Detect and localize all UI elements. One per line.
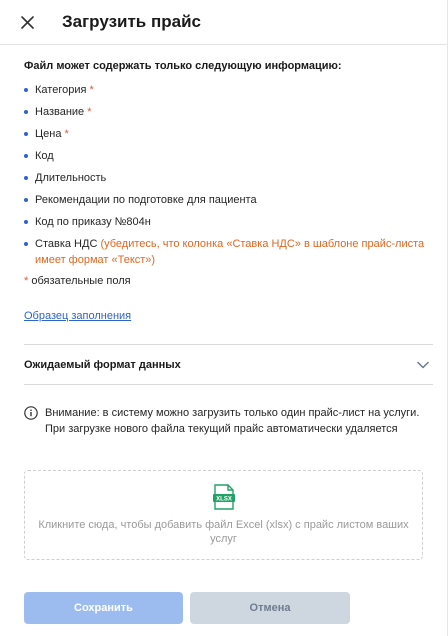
excel-file-icon [213,484,235,510]
info-block [24,405,423,437]
list-item: Цена * [24,126,433,142]
field-note: (убедитесь, что колонка «Ставка НДС» в шаблоне прайс-листа имеет формат «Текст») [35,238,425,266]
required-mark: * [87,106,92,118]
file-dropzone[interactable] [24,470,423,560]
list-item: Рекомендации по подготовке для пациента [24,192,433,208]
list-item: Длительность [24,170,433,186]
modal-footer [24,592,350,624]
accordion-title: Ожидаемый формат данных [24,358,181,371]
list-item: Категория * [24,82,433,98]
list-item: Код [24,148,433,164]
modal-header [0,0,447,45]
save-button[interactable]: Сохранить [24,592,183,624]
modal-title: Загрузить прайс [62,12,201,31]
info-text: Внимание: в систему можно загрузить только один прайс-лист на услуги. При загрузке нового файла текущий прайс автоматически удаляется [45,407,420,435]
info-icon [24,406,38,420]
svg-text:XLSX: XLSX [215,496,232,503]
list-item: Код по приказу №804н [24,214,433,230]
fields-intro: Файл может содержать только следующую информацию: [24,60,342,72]
sample-link[interactable]: Образец заполнения [24,310,132,322]
cancel-button[interactable]: Отмена [190,592,350,624]
required-mark: * [89,84,94,96]
required-fields-note: * обязательные поля [24,275,131,287]
chevron-down-icon [417,361,429,369]
close-icon[interactable] [18,13,36,31]
modal-content [0,59,447,324]
required-mark: * [64,128,69,140]
list-item: Ставка НДС (убедитесь, что колонка «Ставка НДС» в шаблоне прайс-листа имеет формат «Текст») [24,236,433,268]
format-accordion[interactable] [24,344,433,385]
list-item: Название * [24,104,433,120]
fields-list [24,82,433,268]
dropzone-text: Кликните сюда, чтобы добавить файл Excel (xlsx) с прайс листом ваших услуг [38,519,409,545]
